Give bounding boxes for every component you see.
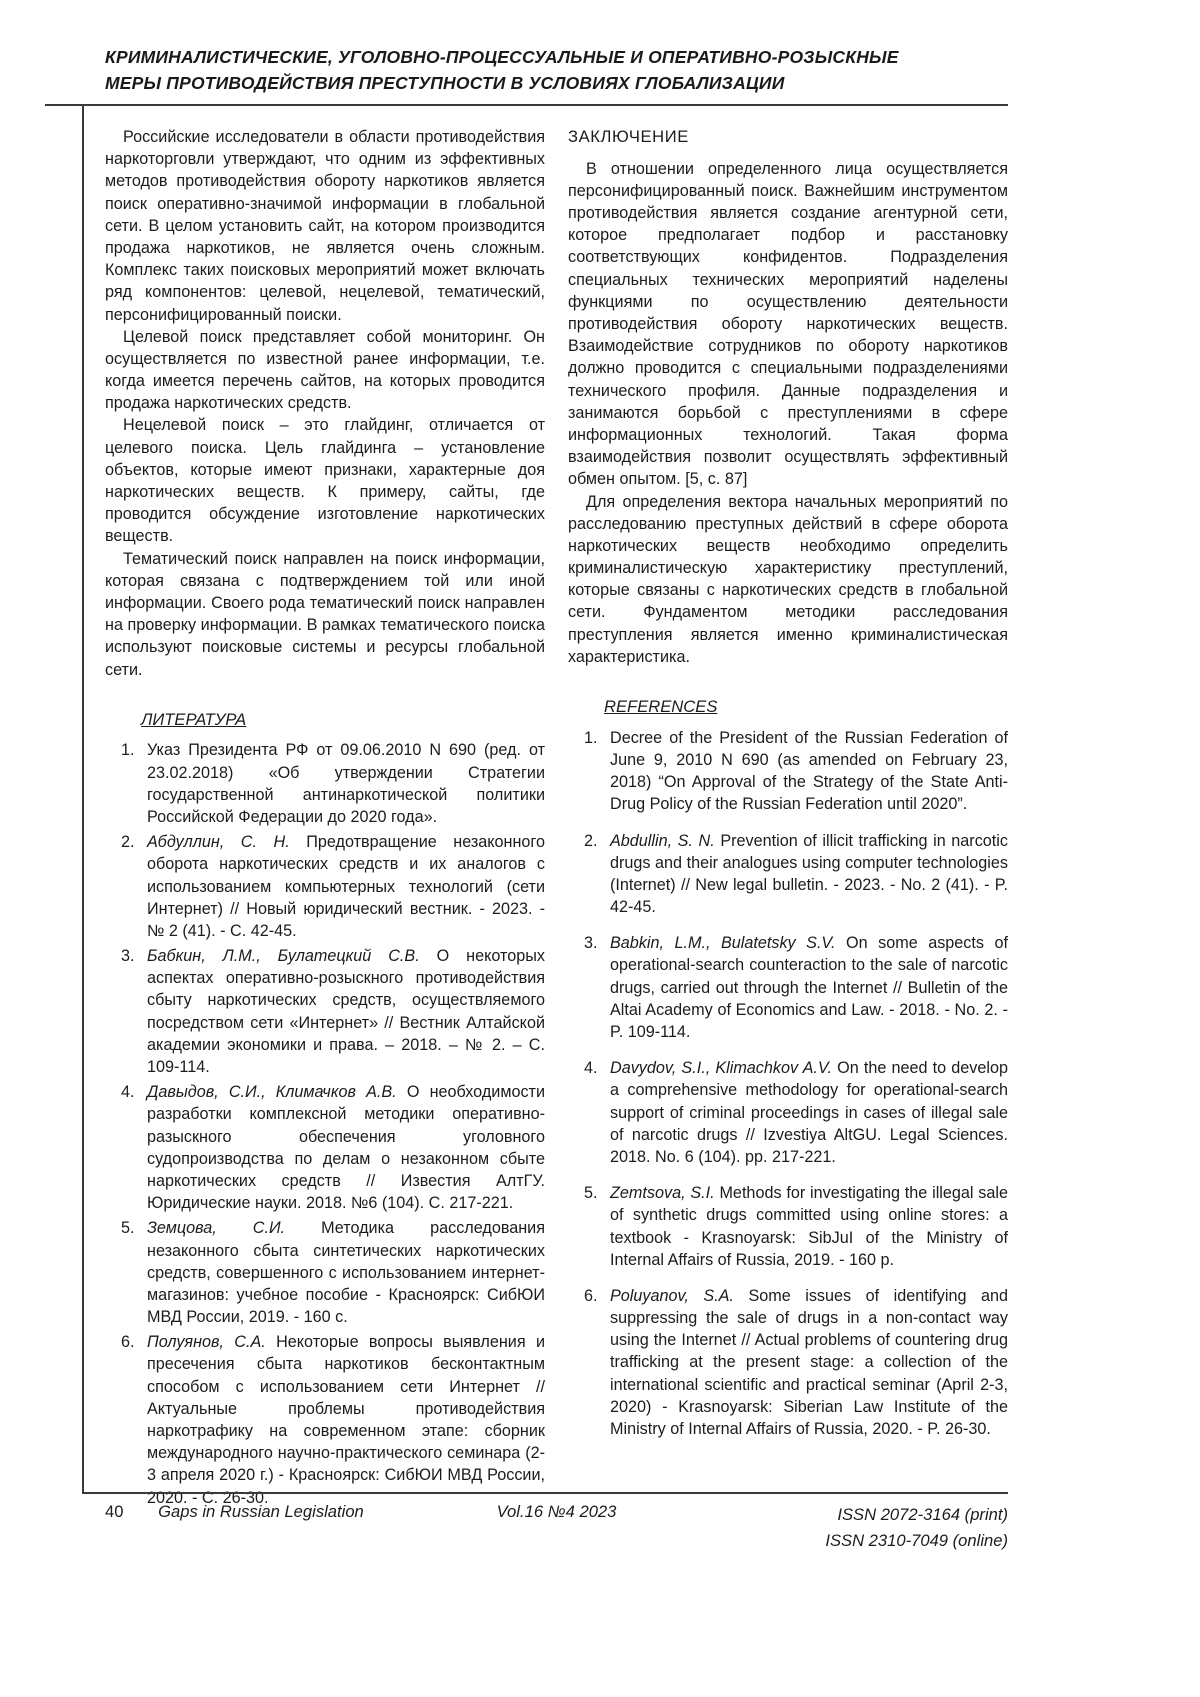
reference-authors: Бабкин, Л.М., Булатецкий С.В. (147, 947, 420, 966)
reference-text: О некоторых аспектах оперативно-розыскного противодействия сбыту наркотических средств, осуществляемого посредством сети «Интернет» // Вестник Алтайской академии экономики и права. – 2018. – № 2. – С. 109-114. (147, 947, 546, 1077)
literature-item (139, 1331, 545, 1509)
literature-item (139, 1081, 545, 1214)
reference-item (602, 1182, 1008, 1271)
reference-authors: Абдуллин, С. Н. (147, 833, 290, 852)
journal-name: Gaps in Russian Legislation (158, 1502, 364, 1521)
references-list (574, 727, 1008, 1440)
body-paragraph: Целевой поиск представляет собой мониторинг. Он осуществляется по известной ранее информации, т.е. когда имеется перечень сайтов, на которых проводится продажа наркотических средств. (105, 327, 545, 413)
body-paragraph: Тематический поиск направлен на поиск информации, которая связана с подтверждением той или иной информации. Своего рода тематический поиск направлен на проверку информации. В рамках тематического поиска используют поисковые системы и ресурсы глобальной сети. (105, 549, 545, 679)
page-number: 40 (105, 1502, 124, 1521)
reference-item (602, 1285, 1008, 1440)
literature-heading: ЛИТЕРАТУРА (141, 709, 247, 729)
reference-text: О необходимости разработки комплексной методики оперативно-разыскного обеспечения уголовного судопроизводства по делам о незаконном сбыте наркотических средств // Известия АлтГУ. Юридические науки. 2018. №6 (104). С. 217-221. (147, 1083, 545, 1213)
reference-item (602, 932, 1008, 1043)
reference-text: Prevention of illicit trafficking in narcotic drugs and their analogues using computer technologies (Internet) // New legal bulletin. - 2023. - No. 2 (41). - P. 42-45. (610, 831, 1008, 917)
literature-item (139, 1217, 545, 1328)
running-head-line2: МЕРЫ ПРОТИВОДЕЙСТВИЯ ПРЕСТУПНОСТИ В УСЛОВИЯХ ГЛОБАЛИЗАЦИИ (105, 73, 785, 94)
body-paragraph: Нецелевой поиск – это глайдинг, отличается от целевого поиска. Цель глайдинга – установление объектов, которые имеют признаки, характерные доя наркотических веществ. К примеру, сайты, где проводится обсуждение изготовление наркотических веществ. (105, 416, 545, 546)
reference-text: Предотвращение незаконного оборота наркотических средств и их аналогов с использованием компьютерных технологий (сети Интернет) // Новый юридический вестник. - 2023. - № 2 (41). - С. 42-45. (147, 833, 545, 940)
header-rule (45, 104, 1008, 106)
reference-text: Decree of the President of the Russian Federation of June 9, 2010 N 690 (as amended on February 23, 2018) “On Approval of the Strategy of the State Anti-Drug Policy of the Russian Federation until 2020”. (610, 728, 1008, 814)
reference-text: Методика расследования незаконного сбыта синтетических наркотических средств, совершенного с использованием интернет-магазинов: учебное пособие - Красноярск: СибЮИ МВД России, 2019. - 160 с. (147, 1219, 545, 1327)
left-margin-line (82, 104, 84, 1493)
conclusion-heading: ЗАКЛЮЧЕНИЕ (568, 127, 689, 146)
page-footer (105, 1502, 1008, 1558)
reference-authors: Davydov, S.I., Klimachkov A.V. (610, 1059, 833, 1078)
left-column (105, 126, 545, 1512)
reference-item (602, 1057, 1008, 1168)
volume-issue: Vol.16 №4 2023 (496, 1502, 617, 1521)
reference-text: On the need to develop a comprehensive methodology for operational-search support of criminal proceedings in cases of illegal sale of narcotic drugs // Izvestiya AltGU. Legal Sciences. 2018. No. 6 (104). pp. 217-221. (610, 1059, 1008, 1166)
page-body (105, 126, 1008, 1512)
literature-list (111, 739, 545, 1508)
reference-text: Некоторые вопросы выявления и пресечения сбыта наркотиков бесконтактным способом с использованием сети Интернет // Актуальные проблемы противодействия наркотрафику на современном этапе: сборник международного научно-практического семинара (2-3 апреля 2020 г.) - Красноярск: СибЮИ МВД России, 2020. - С. 26-30. (147, 1333, 545, 1507)
reference-text: Указ Президента РФ от 09.06.2010 N 690 (ред. от 23.02.2018) «Об утверждении Стратегии государственной антинаркотической политики Российской Федерации до 2020 года». (147, 741, 545, 826)
running-head (105, 44, 1010, 97)
reference-text: On some aspects of operational-search counteraction to the sale of narcotic drugs, carried out through the Internet // Bulletin of the Altai Academy of Economics and Law. - 2018. - No. 2. - P. 109-114. (610, 934, 1008, 1041)
body-paragraph: Российские исследователи в области противодействия наркоторговли утверждают, что одним из эффективных методов противодействия обороту наркотиков является поиск оперативно-значимой информации в глобальной сети. В целом установить сайт, на котором производится продажа наркотиков, не является очень сложным. Комплекс таких поисковых мероприятий может включать ряд компонентов: целевой, нецелевой, тематический, персонифицированный поиски. (105, 128, 545, 324)
reference-authors: Полуянов, С.А. (147, 1333, 266, 1352)
reference-authors: Babkin, L.M., Bulatetsky S.V. (610, 934, 836, 953)
reference-authors: Zemtsova, S.I. (610, 1184, 715, 1203)
issn-block (825, 1502, 1008, 1553)
reference-authors: Poluyanov, S.A. (610, 1286, 734, 1305)
body-paragraph: В отношении определенного лица осуществляется персонифицированный поиск. Важнейшим инструментом противодействия является создание агентурной сети, которое предполагает подбор и расстановку соответствующих конфидентов. Подразделения специальных технических мероприятий наделены функциями по осуществлению деятельности противодействия обороту наркотических веществ. Взаимодействие сотрудников по обороту наркотиков должно проводится с специальными подразделениями технического профиля. Данные подразделения и занимаются борьбой с преступлениями в сфере информационных технологий. Такая форма взаимодействия позволит осуществлять эффективный обмен опытом. [5, с. 87] (568, 159, 1008, 489)
reference-authors: Земцова, С.И. (147, 1219, 286, 1238)
reference-text: Methods for investigating the illegal sale of synthetic drugs committed using online stores: a textbook - Krasnoyarsk: SibJuI of the Ministry of Internal Affairs of Russia, 2019. - 160 p. (610, 1184, 1008, 1269)
issn-online: ISSN 2310-7049 (online) (825, 1530, 1008, 1550)
references-heading: REFERENCES (604, 697, 718, 717)
body-paragraph: Для определения вектора начальных мероприятий по расследованию преступных действий в сфере оборота наркотических веществ необходимо определить криминалистическую характеристику преступлений, которые связаны с наркотических средств в глобальной сети. Фундаментом методики расследования преступления является именно криминалистическая характеристика. (568, 492, 1008, 666)
reference-text: Some issues of identifying and suppressing the sale of drugs in a non-contact way using the Internet // Actual problems of countering drug trafficking at the present stage: a collection of the international scientific and practical seminar (April 2-3, 2020) - Krasnoyarsk: Siberian Law Institute of the Ministry of Internal Affairs of Russia, 2020. - P. 26-30. (610, 1286, 1008, 1438)
reference-authors: Давыдов, С.И., Климачков А.В. (147, 1083, 397, 1102)
reference-item (602, 830, 1008, 919)
reference-item (602, 727, 1008, 816)
literature-item (139, 739, 545, 828)
reference-authors: Abdullin, S. N. (610, 831, 715, 850)
literature-item (139, 945, 545, 1078)
literature-item (139, 831, 545, 942)
issn-print: ISSN 2072-3164 (print) (837, 1505, 1008, 1524)
footer-rule (82, 1492, 1008, 1494)
right-column (568, 126, 1008, 1512)
running-head-line1: КРИМИНАЛИСТИЧЕСКИЕ, УГОЛОВНО-ПРОЦЕССУАЛЬНЫЕ И ОПЕРАТИВНО-РОЗЫСКНЫЕ (105, 47, 899, 67)
